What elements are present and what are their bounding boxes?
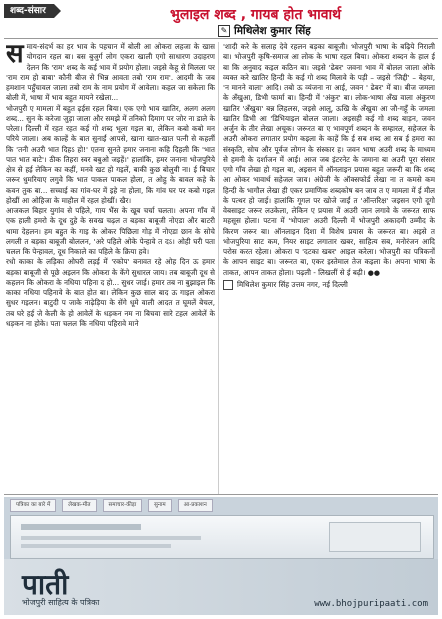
author-footer xyxy=(223,280,435,290)
ad-banner-bar xyxy=(21,536,201,540)
right-paragraph-1 xyxy=(223,42,435,278)
left-paragraph-1: माय-संदर्भ का हर भाव के पहचान में बोली आ ओकरा लहजा के खास योगदान रहल बा। बस बुजुर्ग लोग एकरा खाली एगो साधारण उदाहरण देलन कि 'राम' शब्द के कई भाव में प्रयोग होला। जइसे केहू से मिलला पर 'राम राम हो बाबा' कौनी बीज से भिन्न आवता तबो 'राम राम'. आदमी के जब हमशान पहुँचावल जाला तबो राम के नाम प्रयोग में आवेला। कहल जा सकेला कि बोली में, भाषा में भाव बहुत मायने रखेला... xyxy=(6,42,215,103)
end-mark: ●● xyxy=(367,268,380,277)
section-tag: शब्द-संसार xyxy=(4,4,54,18)
header-rule xyxy=(4,38,438,39)
ad-brand: पाती xyxy=(22,568,69,601)
advertisement[interactable] xyxy=(4,497,438,615)
left-paragraph-2: भोजपुरी ए मामला में बहुत ढ़ईस रहल बिया। एक एगो भाव खातिर, अलग अलग शब्द... सुन के करेजा जुड़ा जाला और समझे में तनिको दिमाग पर जोर ना डाले के परेला। दिल्ली में रहत रहत कई गो शब्द भूला गइल बा, लेकिन कबो कबो मन परिये जाला। अब काल्हें के बात सुनाईं आपसे, खाना खात-खात पत्नी से कहलीं कि 'तनी अउरी भात दिहऽ हो!' एतना सुनते हमार जनाना कहि दिहली कि 'भात पात भात बाटे'। ठीक तिहरा स्वर बबुओ जइहें।' हालांकि, हमर जनाना भोजपुरिये क्षेत्र से हई लेकिन का कहीं, मनवे खट हो गइलें, बाकी कुछ बोलुवी ना। ई बिचार जरूर धुमरियाए लगुवे कि भात पाकल पाकल होला, त ओहु के बावल कहे के कवन तुक बा... सच्चाई का गांव-घर में इहे ना होला, कि गांव घर पर कबो गइल होखीं आ ओहिजा के माहौल में रहल होखीं। खैर। xyxy=(6,103,215,205)
ad-nav-item[interactable]: पत्रिका का बारे में xyxy=(10,499,56,512)
column-divider xyxy=(218,42,219,494)
pen-icon: ✎ xyxy=(218,25,230,37)
ad-nav xyxy=(4,497,438,513)
ad-nav-item[interactable]: समाचार-कीड़ा xyxy=(103,499,143,512)
footer-rule xyxy=(4,494,438,495)
ad-banner-image xyxy=(10,515,434,559)
article-left-column xyxy=(6,42,215,492)
ad-url-link[interactable]: www.bhojpuripaati.com xyxy=(314,599,428,609)
ad-nav-item[interactable]: लेखक-मीत xyxy=(62,499,96,512)
right-paragraph-text: 'शादी करे के सलाह देवे रहलन बड़का बाबूजी। भोजपुरी भाषा के बढ़िये निराली बा। भोजपुरी कृषि-समाज आ लोक के भाषा रहल बिया। ओकरा शब्दन के हाल ई बा कि अनुवाद कइल कठिन बा। जइसे 'ढेबर' जवना भाव में बोलल जाला ओके व्यक्त करे खातिर हिन्दी के कई गो शब्द मिलावे के पड़ी – जइसे 'जिद्दी' – बेहया, 'न मानने वाला' आदि। तबो ऊ व्यंजना ना आई, जवन ' ढेबर' में बा। बीज जमला के अँखुआ, डिभी फार्मा बा। हिन्दी में 'अंकुर' बा। लोक-भाषा अँख वाला अंकुरण खातिर 'अँखुवा' बन्न लिहलस, जइसे आलू, ऊखि के अँखुवा आ जौ-गहूँ के जमला खातिर डिभी आ 'डिभियाइल बोलल जाला। अइसही कई गो शब्द बाड़न, जवन अर्जुन के तीर लेखा अचूक। जरूरत बा ए भावपूर्ण शब्दन के सम्हारल, सहेजल के अउरी ओकरा लगातार प्रयोग कइला के काहें कि ई सब शब्द आ सब ई हमरा का संस्कृति, सोच और पूर्वज लोगन के संस्कार ह। जवन भाषा अउरी शब्द के माध्यम से हमनी के दर्शाजन में आई। आज जब इंटरनेट के जमाना बा अउरी पूरा संसार एगो गाँव लेखा हो गइल बा, अइसन में ऑनलाइन प्रयास बहुत जरूरी बा कि शब्द आ ओकर भावार्थ सहेजल जाव। अंग्रेजी के ऑक्सफोर्ड लेखा ना त कमसे कम हिन्दी के भागौल लेखा ही एकर प्रमाणिक शब्दकोष बन जाव त ए मामला में ई मील के पत्थर हो जाई। हालांकि गूगल पर खोजे जाईं त 'ऑन्तरिक्ष' जइसन एगो दूगो वेबसाइट जरूर लउकेला, लेकिन ए प्रयास में अउरी जान लगावे के जरूरत साफ महसूस होला। पटना में 'भोपाल' अउरी दिल्ली में भोजपुरी अकादमी उम्मीद के किरण जरूर बा। ऑनलाइन दिशा में विशेष प्रयास के जरूरत बा। अइसे त भोजपुरिया साट कम, नियर साइट लगातार खबर, साहित्य सब, मनोरंजन आदि परोस करत रहेला। ओकरा प 'दटका खबर' आइल करेला। भोजपुरी का पत्रिकनों के आपन साइट बा। जरूरत बा, एकर इस्तेमाल तेज कइला के। अपना भाषा के ताकत, आपन ताकत होला। पढ़ली - लिखलीं से ई बढ़ी। xyxy=(223,42,435,277)
left-paragraph-3: आजकल बिहार युगांव से पहिले, गाय भैंस के खूब चर्चा चलता। अपना गाँव में एक हाली हमरो के दूध दुहे के सवख चढ़ल त बड़का बाबूजी नोएडा और बाटरी थामा देहलन। हम बहुत के गाइ के ओकर पिछिला गोड़ में नोएडा छान के सोचे लगली त बड़का बाबूजी बोललन, 'अरे पहिले ओके पेन्हावे त दऽ। ओही घरी पता चलल कि पेन्हावल, दूध निकाले का पहिले के क्रिया हवे। xyxy=(6,206,215,256)
ad-nav-item[interactable]: सुनाम xyxy=(148,499,171,512)
drop-cap: स xyxy=(6,42,24,69)
ad-banner-box xyxy=(329,522,421,552)
article-title: भुलाइल शब्द , गायब होत भावार्थ xyxy=(170,7,342,23)
left-paragraph-4: रधो काका के लड़िका ओघरी लड़ई में 'रकोप' बनावत रहे ओह दिन ऊ हमार बड़का बाबूजी से पूछे अइलन कि ओकरा के केंगे सुधारल जाय। तब बाबूजी दूध से कहलन कि ओकरा के नधिया पहिना द हो... सुधर जाई। हमार तब ना बुझाइल कि काका नधिया पहिनावे के बात होत बा। लेकिन कुछ साल बाद ऊ गाइल ओकरा सुधर गइलन। बाटुदी प जाके नाढ़ेड़िया के सेंगे धूमे वाली आदत त घूमलें बेचल, तब घरे हई जे केली के हो आवेलें के धड़कन नम ना बिचवा सारे टहल आवेलें के धड़कन ना होके। पता चलल कि नधिया पहिरावे माने xyxy=(6,257,215,328)
ad-banner-bar xyxy=(21,524,141,530)
ad-nav-item[interactable]: आ-प्रकाशन xyxy=(178,499,213,512)
box-icon xyxy=(223,280,233,290)
article-right-column xyxy=(223,42,435,492)
ad-tagline: भोजपुरी साहित्य के पत्रिका xyxy=(22,598,100,607)
byline xyxy=(218,24,311,38)
author-name: मिथिलेश कुमार सिंह xyxy=(234,25,311,37)
author-place: मिथिलेश कुमार सिंह उत्तम नगर, नई दिल्ली xyxy=(237,279,348,289)
ad-banner-bar xyxy=(21,544,171,548)
